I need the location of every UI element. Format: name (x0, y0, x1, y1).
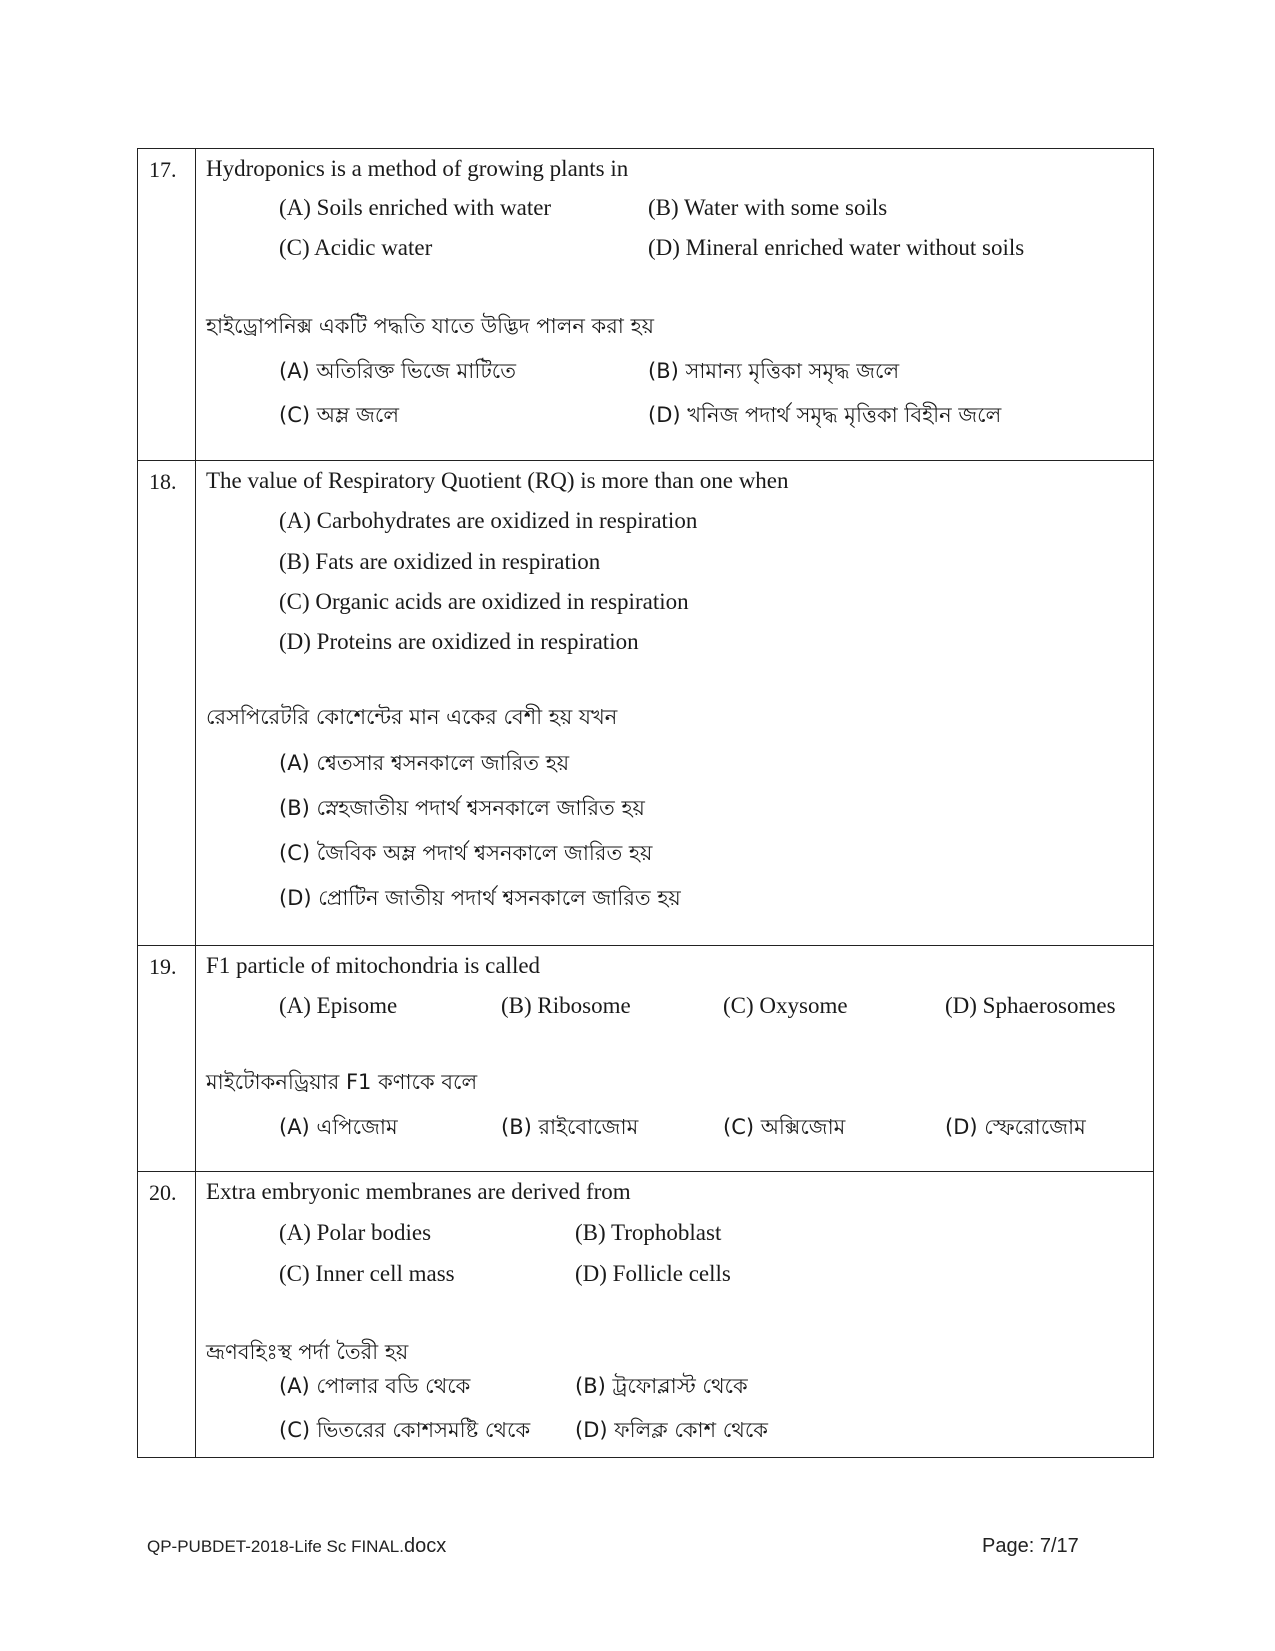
option-bn: (A) শ্বেতসার শ্বসনকালে জারিত হয় (279, 751, 570, 775)
question-number: 17. (149, 157, 177, 182)
footer-filename-base: QP-PUBDET-2018-Life Sc FINAL. (147, 1537, 404, 1556)
option-en: (A) Soils enriched with water (279, 195, 552, 220)
option-en: (B) Water with some soils (648, 195, 888, 220)
question-row (138, 1172, 1154, 1458)
option-en: (C) Oxysome (723, 993, 848, 1018)
option-bn: (B) সামান্য মৃত্তিকা সমৃদ্ধ জলে (648, 359, 900, 383)
question-text-en: Hydroponics is a method of growing plants in (206, 156, 629, 181)
footer-page-number: Page: 7/17 (982, 1535, 1079, 1557)
question-body (196, 461, 1154, 946)
option-bn: (A) পোলার বডি থেকে (279, 1374, 471, 1398)
question-text-bn: ভ্রূণবহিঃস্থ পর্দা তৈরী হয় (206, 1340, 409, 1364)
option-bn: (D) খনিজ পদার্থ সমৃদ্ধ মৃত্তিকা বিহীন জলে (648, 403, 1002, 427)
option-bn: (A) এপিজোম (279, 1115, 398, 1139)
option-en: (C) Acidic water (279, 235, 433, 260)
option-en: (B) Trophoblast (575, 1220, 722, 1245)
option-en: (D) Mineral enriched water without soils (648, 235, 1025, 260)
option-en: (D) Proteins are oxidized in respiration (279, 629, 639, 654)
question-number: 18. (149, 469, 177, 494)
question-text-bn: রেসপিরেটরি কোশেন্টের মান একের বেশী হয় যখন (206, 705, 618, 729)
question-body (196, 946, 1154, 1172)
question-number-cell (138, 461, 196, 946)
footer-filename (147, 1535, 446, 1558)
option-en: (C) Organic acids are oxidized in respiration (279, 589, 689, 614)
question-number: 19. (149, 954, 177, 979)
option-bn: (D) প্রোটিন জাতীয় পদার্থ শ্বসনকালে জারিত হয় (279, 886, 681, 910)
footer-filename-extension: docx (403, 1535, 447, 1557)
option-bn: (A) অতিরিক্ত ভিজে মাটিতে (279, 359, 516, 383)
option-bn: (C) অম্ল জলে (279, 403, 399, 427)
question-row (138, 461, 1154, 946)
option-en: (D) Follicle cells (575, 1261, 731, 1286)
option-bn: (C) ভিতরের কোশসমষ্টি থেকে (279, 1418, 531, 1442)
question-number-cell (138, 1172, 196, 1458)
question-text-en: The value of Respiratory Quotient (RQ) is more than one when (206, 468, 789, 493)
option-bn: (B) স্নেহজাতীয় পদার্থ শ্বসনকালে জারিত হয় (279, 796, 645, 820)
option-en: (B) Ribosome (501, 993, 631, 1018)
option-en: (A) Polar bodies (279, 1220, 432, 1245)
option-bn: (C) জৈবিক অম্ল পদার্থ শ্বসনকালে জারিত হয় (279, 841, 653, 865)
option-bn: (D) স্ফেরোজোম (945, 1115, 1086, 1139)
option-bn: (D) ফলিক্ল কোশ থেকে (575, 1418, 769, 1442)
option-bn: (B) রাইবোজোম (501, 1115, 639, 1139)
question-row (138, 149, 1154, 461)
question-number-cell (138, 946, 196, 1172)
option-bn: (B) ট্রফোব্লাস্ট থেকে (575, 1374, 748, 1398)
question-body (196, 149, 1154, 461)
question-text-bn: মাইটোকনড্রিয়ার F1 কণাকে বলে (206, 1070, 478, 1094)
question-text-en: F1 particle of mitochondria is called (206, 953, 541, 978)
question-text-en: Extra embryonic membranes are derived from (206, 1179, 631, 1204)
option-en: (C) Inner cell mass (279, 1261, 455, 1286)
question-number-cell (138, 149, 196, 461)
option-en: (A) Carbohydrates are oxidized in respiration (279, 508, 698, 533)
question-number: 20. (149, 1180, 177, 1205)
option-en: (A) Episome (279, 993, 398, 1018)
option-bn: (C) অক্সিজোম (723, 1115, 846, 1139)
question-text-bn: হাইড্রোপনিক্স একটি পদ্ধতি যাতে উদ্ভিদ পালন করা হয় (206, 314, 654, 338)
question-body (196, 1172, 1154, 1458)
question-row (138, 946, 1154, 1172)
question-table (137, 148, 1154, 1458)
option-en: (D) Sphaerosomes (945, 993, 1116, 1018)
option-en: (B) Fats are oxidized in respiration (279, 549, 601, 574)
